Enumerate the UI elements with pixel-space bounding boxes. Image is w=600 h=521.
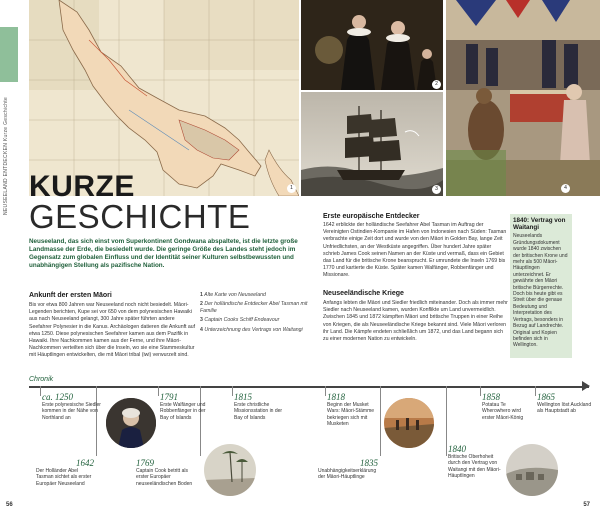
timeline-event: 1818 Beginn der Musket Wars: Māori-Stämme bekriegen sich mit Musketen (327, 392, 375, 428)
caption-item: 1 Alte Karte von Neuseeland (200, 292, 266, 298)
timeline-tick (480, 386, 481, 396)
timeline-event: 1769 Captain Cook betritt als erster Europäer neuseeländischen Boden (136, 458, 193, 487)
wellington-town-circle (506, 444, 558, 496)
image-number-1: 1 (287, 184, 296, 193)
page-number-left: 56 (6, 502, 13, 508)
timeline-arrow-icon (582, 381, 590, 391)
timeline-event: 1642 Der Holländer Abel Tasman sichtet als erster Europäer Neuseeland (36, 458, 94, 487)
image-number-4: 4 (561, 184, 570, 193)
image-number-3: 3 (432, 185, 441, 194)
section-heading-wars: Neuseeländische Kriege (323, 290, 404, 297)
treaty-box-heading: 1840: Vertrag von Waitangi (513, 217, 566, 232)
timeline-tick (232, 386, 233, 396)
timeline-tick (40, 386, 41, 396)
section-heading-explorers: Erste europäische Entdecker (323, 213, 420, 220)
section-text-wars: Anfangs lebten die Māori und Siedler friedlich miteinander. Doch als immer mehr Siedler nach Neuseeland kamen, wurden Konflikte um Land unvermeidlich. Zwischen 1845 und 1872 kämpften Māori und britische Truppen in einer Reihe von Kriegen, die als Neuseeländische Kriege bekannt sind. Viele Māori verloren ihr Land. Die Kämpfe endeten schließlich um 1872, und das Land begann sich zu einer modernen Nation zu entwickeln. (323, 300, 508, 343)
timeline-tick (325, 386, 326, 396)
page-number-right: 57 (583, 502, 590, 508)
section-text-maori: Bis vor etwa 800 Jahren war Neuseeland noch nicht besiedelt. Māori-Legenden berichten, Kupe sei vor 650 von dem polynesischen Hawaiki aus nach Neuseeland gelangt, 300 Jahre später führten andere Seefahrer Polynesier in die Kanus. Archäologen datieren die Ankunft auf etwa 1250. Diese polynesischen Seefahrer kamen aus dem Pazifik in Hawaiki. Ihre Nachkommen kamen aus der Ferne, und ihre Māori-Nachkommen verteilten sich über die Inseln, wo sie eine Stammeskultur mit Häuptlingen entwickelten, die mit Māori tribal (iwi) verwurzelt sind. (29, 302, 196, 359)
image-captions (200, 292, 320, 336)
battle-scene-circle (384, 398, 434, 448)
caption-item: 2 Der holländische Entdecker Abel Tasman mit Familie (200, 301, 308, 314)
timeline-event: 1815 Erste christliche Missionsstation in der Bay of Islands (234, 392, 283, 421)
landscape-circle (204, 444, 256, 496)
running-head: NEUSEELAND ENTDECKEN Kurze Geschichte (3, 96, 9, 215)
timeline-tick (446, 386, 447, 456)
section-text-explorers: 1642 erblickte der holländische Seefahrer Abel Tasman im Auftrag der Vereinigten Ostindien-Kompanie im Hafen von Indonesien nach Süden: Tasman verbrachte einige Zeit dort und wurde von den Māori in Golden Bay, lange Zeit Unfriedlichsten, an der Westküste angegriffen. Über hundert Jahre später schrieb James Cook seinen Namen an der Küste und vermaß, dass ein Gebiet das Land für die britische Krone beansprucht. Er umrundete die Inseln 1769 bis 1770 und kartierte die Küste. Später kamen Walfänger, Robbenfänger und Missionare. (323, 222, 507, 279)
timeline-axis (29, 386, 589, 388)
timeline-label: Chronik (29, 376, 54, 383)
caption-item: 4 Unterzeichnung des Vertrags von Waitangi (200, 326, 303, 333)
tasman-family-painting (301, 0, 443, 90)
timeline-event: 1865 Wellington löst Auckland als Hauptstadt ab (537, 392, 592, 415)
timeline-event: ca. 1250 Erste polynesische Siedler kommen in der Nähe von Northland an (42, 392, 101, 421)
page-title-line1: KURZE (29, 170, 135, 203)
cook-portrait-circle (106, 398, 156, 448)
image-number-2: 2 (432, 80, 441, 89)
timeline-event: 1840 Britische Oberhoheit durch den Vertrag von Waitangi mit den Māori-Häuptlingen (448, 444, 501, 480)
chapter-tab (0, 27, 18, 82)
sailing-ship-painting (301, 92, 443, 196)
page-title-line2: GESCHICHTE (29, 198, 251, 235)
timeline-tick (535, 386, 536, 396)
treaty-sidebar-box (510, 214, 572, 358)
historic-map-image (29, 0, 299, 196)
treaty-signing-painting (446, 0, 600, 196)
caption-item: 3 Captain Cooks Schiff Endeavour (200, 317, 280, 324)
timeline-tick (158, 386, 159, 396)
intro-paragraph: Neuseeland, das sich einst vom Superkontinent Gondwana abspaltete, ist die letzte große Landmasse der Erde, die besiedelt wurde. Die geringe Größe des Landes steht jedoch im Gegensatz zum globalen Einfluss und der Identität seiner Kulturen selbstbewussten und unabhängigen Stellung als pazifische Nation. (29, 238, 298, 269)
timeline-event: 1835 Unabhängigkeitserklärung der Māori-Häuptlinge (318, 458, 378, 481)
timeline-event: 1858 Potatau Te Wherowhero wird erster Māori-König (482, 392, 524, 421)
timeline-event: 1791 Erste Walfänger und Robbenfänger in der Bay of Islands (160, 392, 206, 421)
section-heading-maori: Ankunft der ersten Māori (29, 292, 112, 299)
treaty-box-text: Neuseelands Gründungsdokument wurde 1840 zwischen der britischen Krone und mehr als 500 Māori-Häuptlingen unterzeichnet. Er gewährte den Māori britische Bürgerrechte. Doch bis heute gibt es Streit über die genaue Bedeutung und Interpretation des Vertrags, besonders in Bezug auf Landrechte. Original und Kopien befinden sich in Wellington. (513, 233, 568, 349)
